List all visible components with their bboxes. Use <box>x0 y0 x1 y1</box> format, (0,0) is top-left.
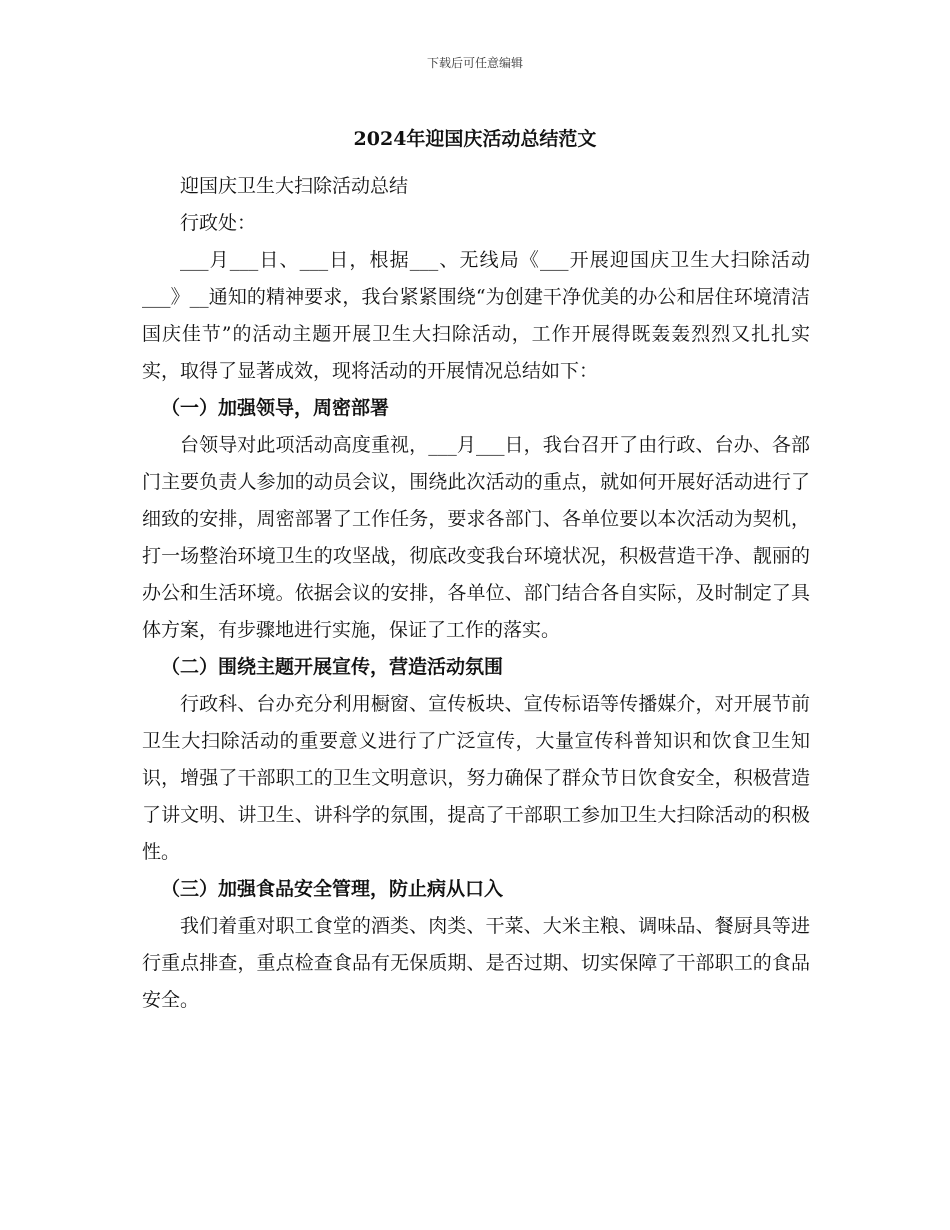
section-paragraph-2: 行政科、台办充分利用橱窗、宣传板块、宣传标语等传播媒介，对开展节前卫生大扫除活动的重要意义进行了广泛宣传，大量宣传科普知识和饮食卫生知识，增强了干部职工的卫生文明意识，努力确保了群众节日饮食安全，积极营造了讲文明、讲卫生、讲科学的氛围，提高了干部职工参加卫生大扫除活动的积极性。 <box>142 693 810 863</box>
section-heading-2: （二）围绕主题开展宣传，营造活动氛围 <box>161 656 504 678</box>
document-subtitle: 迎国庆卫生大扫除活动总结 <box>180 175 409 197</box>
addressee: 行政处： <box>180 212 257 234</box>
header-note: 下载后可任意编辑 <box>426 56 523 70</box>
intro-paragraph: ___月___日、___日，根据___、无线局《___开展迎国庆卫生大扫除活动___》__通知的精神要求，我台紧紧围绕“为创建干净优美的办公和居住环境清洁国庆佳节”的活动主题开展卫生大扫除活动，工作开展得既轰轰烈烈又扎扎实实，取得了显著成效，现将活动的开展情况总结如下： <box>142 249 810 382</box>
section-heading-1: （一）加强领导，周密部署 <box>161 397 390 419</box>
section-paragraph-3: 我们着重对职工食堂的酒类、肉类、干菜、大米主粮、调味品、餐厨具等进行重点排查，重点检查食品有无保质期、是否过期、切实保障了干部职工的食品安全。 <box>142 915 810 1011</box>
section-paragraph-1: 台领导对此项活动高度重视，___月___日，我台召开了由行政、台办、各部门主要负责人参加的动员会议，围绕此次活动的重点，就如何开展好活动进行了细致的安排，周密部署了工作任务，要求各部门、各单位要以本次活动为契机，打一场整治环境卫生的攻坚战，彻底改变我台环境状况，积极营造干净、靓丽的办公和生活环境。依据会议的安排，各单位、部门结合各自实际，及时制定了具体方案，有步骤地进行实施，保证了工作的落实。 <box>142 434 810 641</box>
document-body <box>142 168 810 1019</box>
section-heading-3: （三）加强食品安全管理，防止病从口入 <box>161 878 504 900</box>
document-title: 2024年迎国庆活动总结范文 <box>353 128 597 150</box>
